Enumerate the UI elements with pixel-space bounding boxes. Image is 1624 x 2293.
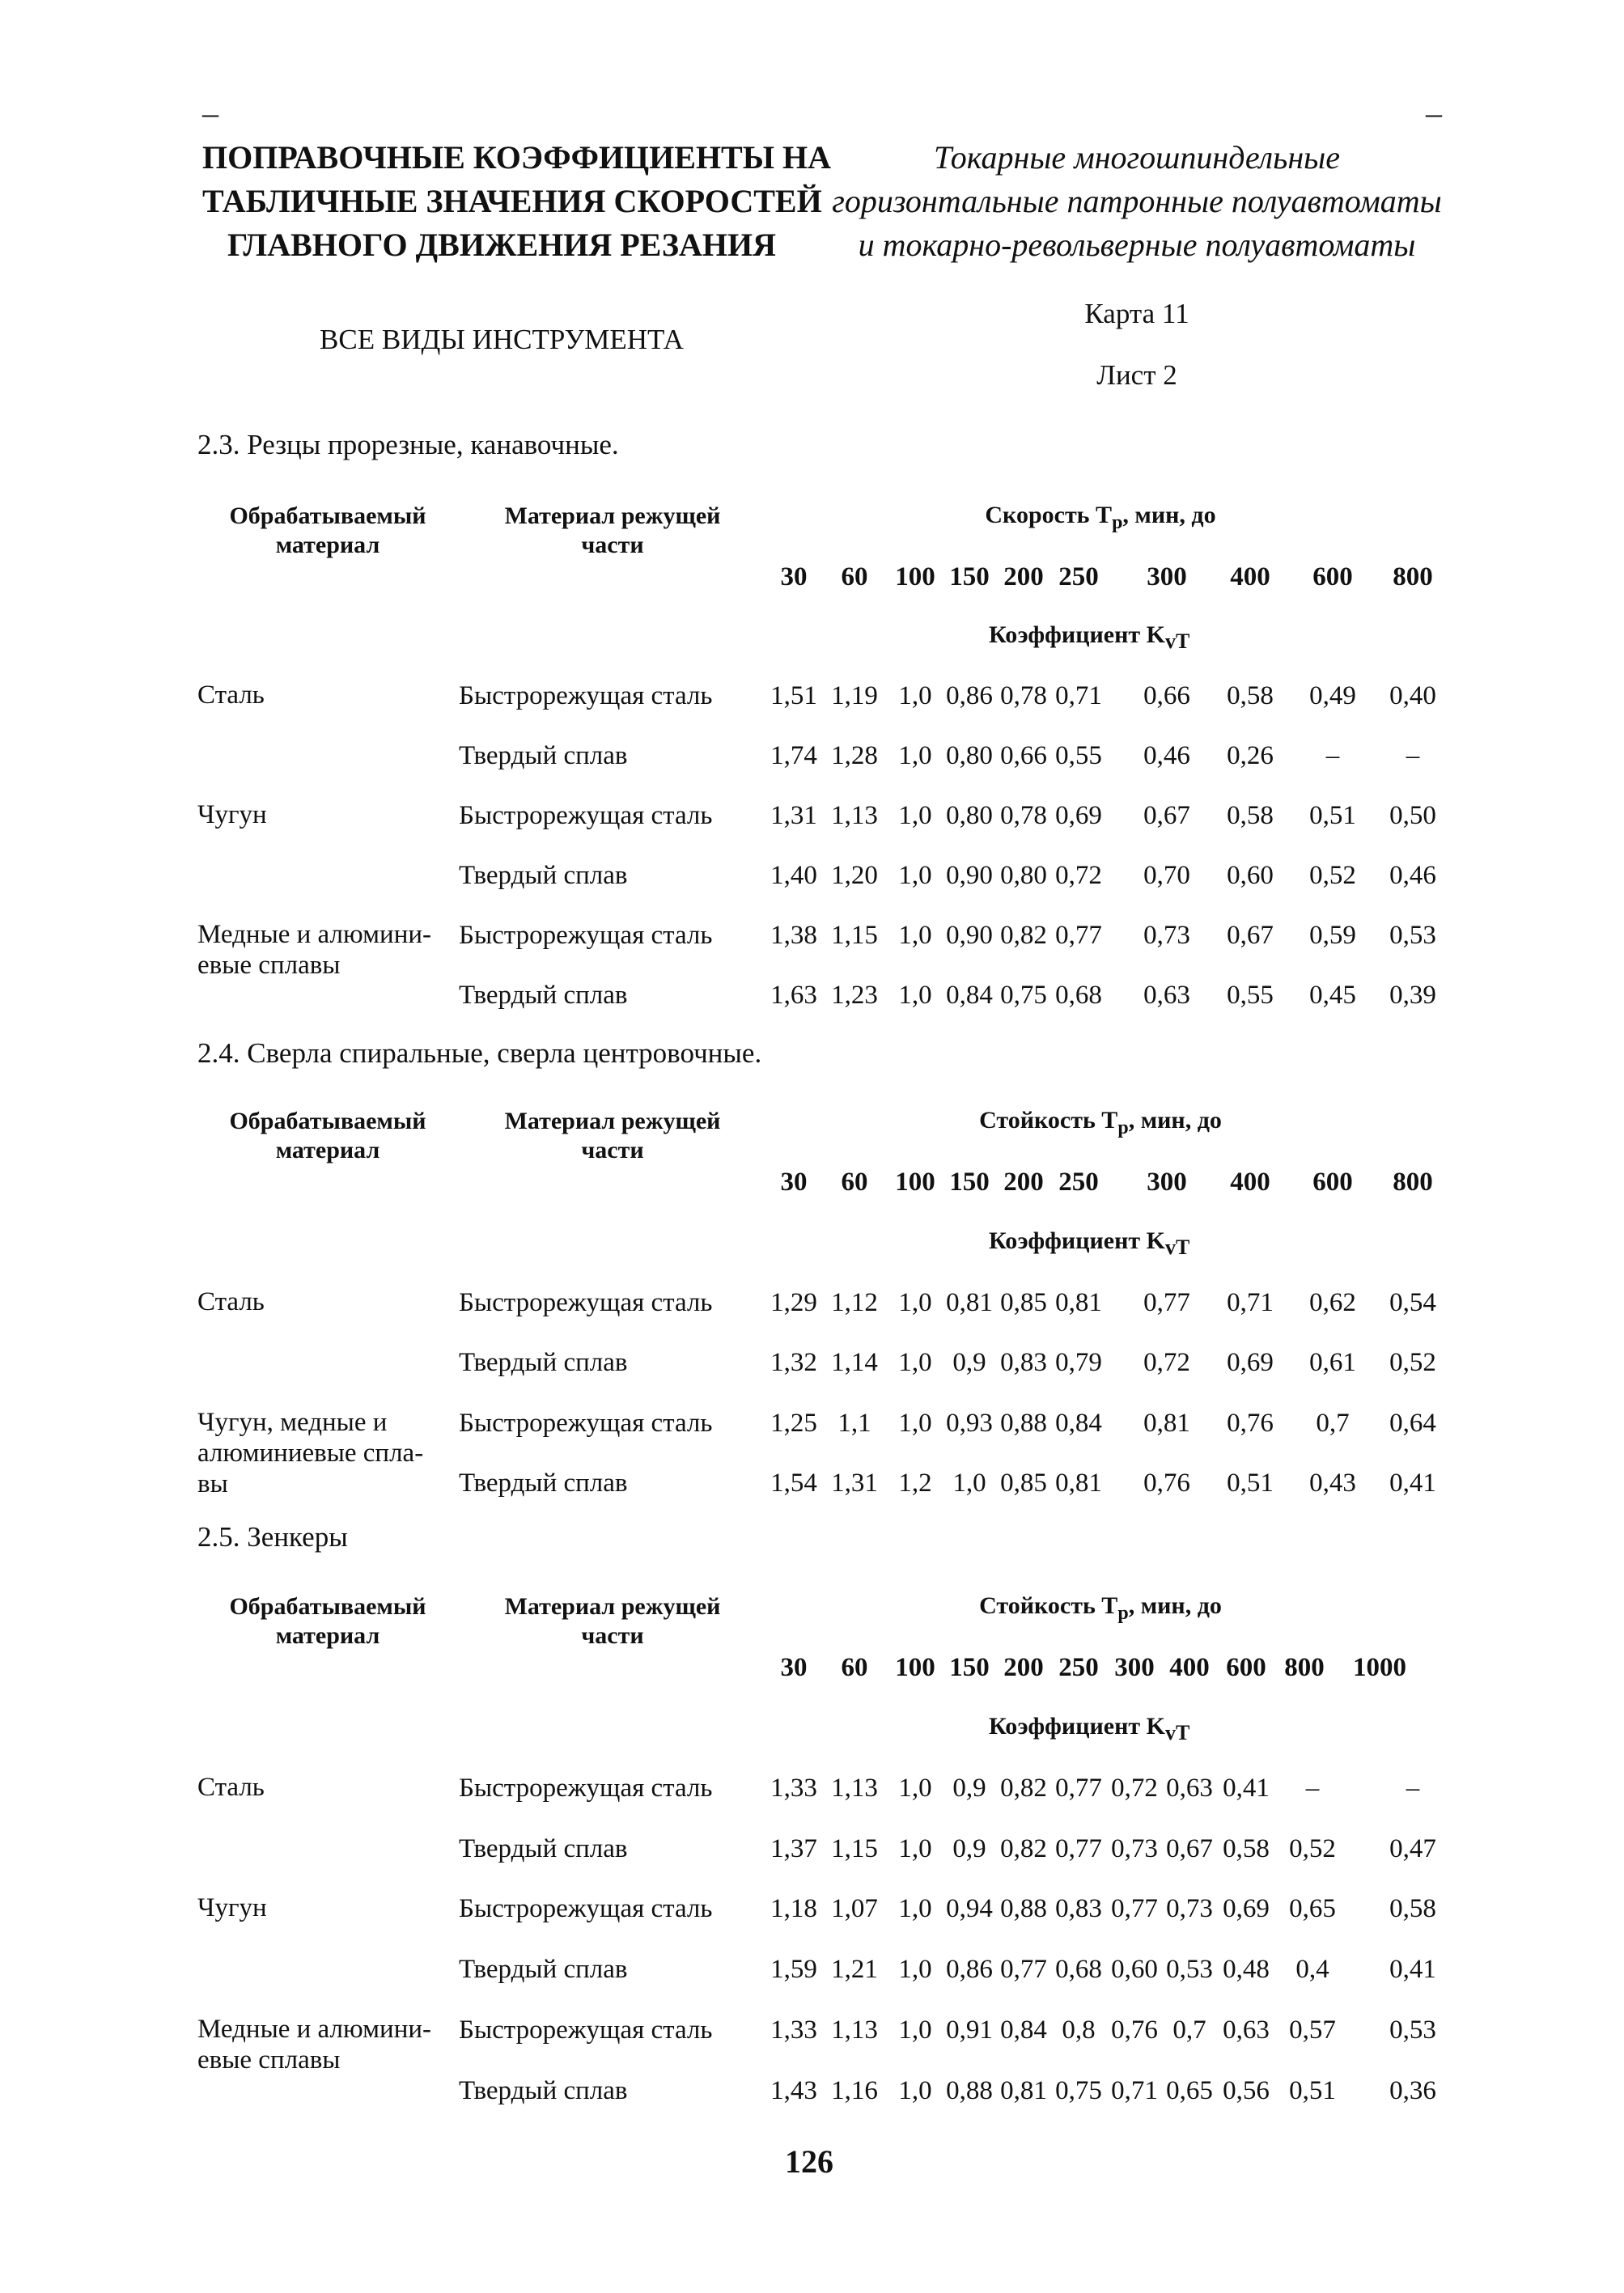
table-cell: 0,52 — [1289, 1834, 1336, 1863]
column-header-material — [190, 1107, 465, 1165]
table-cell: 0,58 — [1227, 681, 1274, 710]
table-cell: 0,61 — [1309, 1348, 1356, 1377]
table-cell: 0,73 — [1166, 1894, 1213, 1923]
row-material-line: Сталь — [197, 1773, 265, 1802]
period-header: 150 — [949, 1168, 990, 1197]
table-cell: 0,88 — [946, 2076, 993, 2105]
column-header-line: материал — [275, 532, 380, 558]
column-header-material — [190, 1592, 465, 1651]
table-cell: 1,0 — [898, 2015, 932, 2045]
table-cell: 0,81 — [1000, 2076, 1047, 2105]
table-cell: 0,77 — [1055, 1834, 1102, 1863]
column-header-parameter — [769, 1592, 1432, 1625]
row-material — [197, 919, 431, 981]
parameter-unit: , мин, до — [1122, 502, 1216, 528]
period-header: 600 — [1312, 1168, 1353, 1197]
table-cell: 0,80 — [1000, 861, 1047, 890]
table-cell: 1,20 — [831, 861, 878, 890]
period-header: 60 — [841, 562, 868, 591]
period-header: 300 — [1147, 562, 1187, 591]
right-title-line: Токарные многошпиндельные — [933, 139, 1341, 176]
table-cell: 0,68 — [1055, 981, 1102, 1010]
table-cell: 0,54 — [1389, 1288, 1436, 1317]
table-cell: 1,12 — [831, 1288, 878, 1317]
row-tool-material: Быстрорежущая сталь — [459, 2015, 713, 2045]
table-cell: 0,94 — [946, 1894, 993, 1923]
column-header-line: части — [581, 1137, 644, 1163]
table-cell: 1,0 — [898, 1409, 932, 1438]
period-header: 30 — [780, 562, 808, 591]
row-material-line: вы — [197, 1469, 228, 1498]
table-cell: 0,49 — [1309, 681, 1356, 710]
table-cell: – — [1406, 1774, 1420, 1803]
period-header: 800 — [1284, 1653, 1325, 1682]
table-cell: 0,58 — [1227, 801, 1274, 830]
table-cell: – — [1325, 741, 1340, 770]
table-cell: 0,66 — [1143, 681, 1190, 710]
table-cell: – — [1406, 741, 1420, 770]
column-header-line: материал — [275, 1622, 380, 1649]
parameter-name: Скорость T — [985, 502, 1113, 528]
period-header: 800 — [1393, 562, 1433, 591]
table-cell: 0,91 — [946, 2015, 993, 2045]
table-cell: 0,47 — [1389, 1834, 1436, 1863]
period-header: 60 — [841, 1168, 868, 1197]
coefficient-subscript: vT — [1164, 1236, 1190, 1259]
row-material — [197, 2014, 431, 2075]
table-cell: 1,07 — [831, 1894, 878, 1923]
period-header: 100 — [895, 1168, 935, 1197]
period-header: 30 — [780, 1168, 808, 1197]
table-cell: 0,79 — [1055, 1348, 1102, 1377]
row-tool-material: Твердый сплав — [459, 741, 628, 770]
sheet-number: Лист 2 — [1096, 359, 1177, 391]
period-header: 150 — [949, 1653, 990, 1682]
table-cell: 0,63 — [1223, 2015, 1270, 2045]
table-cell: 1,40 — [770, 861, 817, 890]
table-cell: 1,15 — [831, 1834, 878, 1863]
row-material-line: Сталь — [197, 680, 265, 710]
period-header: 250 — [1058, 1168, 1099, 1197]
table-cell: 1,54 — [770, 1469, 817, 1498]
header-dash-left: – — [202, 95, 218, 131]
table-cell: 0,77 — [1000, 1955, 1047, 1984]
period-header: 300 — [1114, 1653, 1155, 1682]
table-cell: 1,0 — [898, 2076, 932, 2105]
row-tool-material: Твердый сплав — [459, 2076, 628, 2105]
table-cell: 1,59 — [770, 1955, 817, 1984]
table-cell: 1,0 — [952, 1469, 986, 1498]
table-cell: 0,77 — [1111, 1894, 1158, 1923]
table-cell: 0,45 — [1309, 981, 1356, 1010]
table-cell: 0,72 — [1111, 1774, 1158, 1803]
table-cell: 1,63 — [770, 981, 817, 1010]
table-cell: 0,71 — [1055, 681, 1102, 710]
left-title-line: ГЛАВНОГО ДВИЖЕНИЯ РЕЗАНИЯ — [227, 227, 776, 263]
table-cell: 0,90 — [946, 861, 993, 890]
table-cell: 1,29 — [770, 1288, 817, 1317]
table-cell: 0,80 — [946, 801, 993, 830]
table-cell: 0,9 — [952, 1834, 986, 1863]
right-title — [817, 136, 1457, 267]
section-title: 2.4. Сверла спиральные, сверла центровочные. — [197, 1037, 762, 1069]
table-cell: 0,55 — [1055, 741, 1102, 770]
table-cell: 0,41 — [1389, 1469, 1436, 1498]
coefficient-name: Коэффициент K — [989, 621, 1165, 648]
table-cell: 1,37 — [770, 1834, 817, 1863]
row-tool-material: Твердый сплав — [459, 1955, 628, 1984]
row-material — [197, 1286, 265, 1317]
table-cell: 0,68 — [1055, 1955, 1102, 1984]
section-title: 2.5. Зенкеры — [197, 1521, 348, 1553]
table-cell: 0,67 — [1227, 921, 1274, 950]
table-cell: 0,71 — [1227, 1288, 1274, 1317]
row-material-line: Медные и алюмини- — [197, 920, 432, 949]
table-cell: 0,62 — [1309, 1288, 1356, 1317]
column-header-line: части — [581, 1622, 644, 1649]
table-cell: 0,78 — [1000, 801, 1047, 830]
row-tool-material: Твердый сплав — [459, 1469, 628, 1498]
table-cell: 1,0 — [898, 1348, 932, 1377]
table-cell: 1,14 — [831, 1348, 878, 1377]
table-cell: 0,53 — [1389, 2015, 1436, 2045]
row-material-line: евые сплавы — [197, 951, 341, 980]
table-cell: 1,28 — [831, 741, 878, 770]
table-cell: 0,88 — [1000, 1894, 1047, 1923]
period-header: 100 — [895, 1653, 935, 1682]
table-cell: 0,67 — [1143, 801, 1190, 830]
row-tool-material: Быстрорежущая сталь — [459, 1409, 713, 1438]
table-cell: 1,32 — [770, 1348, 817, 1377]
column-header-line: части — [581, 532, 644, 558]
row-material — [197, 1407, 423, 1499]
table-cell: 0,82 — [1000, 921, 1047, 950]
table-cell: 0,26 — [1227, 741, 1274, 770]
table-cell: 0,80 — [946, 741, 993, 770]
period-header: 400 — [1169, 1653, 1210, 1682]
table-cell: 1,43 — [770, 2076, 817, 2105]
table-cell: 1,13 — [831, 801, 878, 830]
column-header-tool — [475, 1107, 750, 1165]
table-cell: 0,65 — [1166, 2076, 1213, 2105]
table-cell: 0,70 — [1143, 861, 1190, 890]
table-cell: 0,52 — [1309, 861, 1356, 890]
column-header-line: Материал режущей — [504, 1593, 721, 1620]
table-cell: 1,0 — [898, 861, 932, 890]
card-number: Карта 11 — [1084, 298, 1189, 329]
table-cell: 0,41 — [1223, 1774, 1270, 1803]
table-cell: 0,81 — [1055, 1469, 1102, 1498]
table-cell: 0,63 — [1166, 1774, 1213, 1803]
header-dash-right: – — [1426, 95, 1442, 131]
section-title: 2.3. Резцы прорезные, канавочные. — [197, 429, 619, 460]
period-header: 250 — [1058, 1653, 1099, 1682]
period-header: 150 — [949, 562, 990, 591]
table-cell: 1,0 — [898, 1894, 932, 1923]
row-material-line: Чугун — [197, 800, 267, 829]
table-cell: 1,51 — [770, 681, 817, 710]
table-cell: 0,82 — [1000, 1774, 1047, 1803]
table-cell: 1,31 — [770, 801, 817, 830]
table-cell: 1,33 — [770, 2015, 817, 2045]
table-cell: 0,81 — [1143, 1409, 1190, 1438]
table-cell: 1,18 — [770, 1894, 817, 1923]
table-cell: 0,43 — [1309, 1469, 1356, 1498]
table-cell: 1,0 — [898, 981, 932, 1010]
table-cell: 0,73 — [1111, 1834, 1158, 1863]
table-cell: 1,15 — [831, 921, 878, 950]
table-cell: 0,51 — [1309, 801, 1356, 830]
table-cell: 0,71 — [1111, 2076, 1158, 2105]
table-cell: 0,48 — [1223, 1955, 1270, 1984]
table-cell: 1,33 — [770, 1774, 817, 1803]
parameter-subscript: р — [1112, 512, 1123, 533]
table-cell: 0,69 — [1223, 1894, 1270, 1923]
table-cell: 0,69 — [1055, 801, 1102, 830]
row-material — [197, 680, 265, 710]
table-cell: 1,16 — [831, 2076, 878, 2105]
column-header-material — [190, 502, 465, 560]
table-cell: 0,83 — [1055, 1894, 1102, 1923]
table-cell: 1,0 — [898, 741, 932, 770]
table-cell: 0,50 — [1389, 801, 1436, 830]
table-cell: 0,78 — [1000, 681, 1047, 710]
row-material — [197, 1772, 265, 1803]
table-cell: 1,13 — [831, 2015, 878, 2045]
table-cell: 0,77 — [1055, 921, 1102, 950]
table-cell: 0,57 — [1289, 2015, 1336, 2045]
left-title — [202, 136, 832, 267]
row-tool-material: Твердый сплав — [459, 1834, 628, 1863]
row-material-line: Сталь — [197, 1287, 265, 1316]
column-header-tool — [475, 502, 750, 560]
table-cell: 0,90 — [946, 921, 993, 950]
coefficient-subscript: vT — [1164, 629, 1190, 653]
row-material-line: Медные и алюмини- — [197, 2015, 432, 2044]
table-cell: 0,85 — [1000, 1469, 1047, 1498]
table-cell: 1,0 — [898, 921, 932, 950]
table-cell: 1,13 — [831, 1774, 878, 1803]
coefficient-header — [989, 621, 1189, 654]
table-cell: 0,66 — [1000, 741, 1047, 770]
row-tool-material: Твердый сплав — [459, 1348, 628, 1377]
table-cell: 0,7 — [1316, 1409, 1350, 1438]
table-cell: 0,36 — [1389, 2076, 1436, 2105]
table-cell: 1,1 — [837, 1409, 871, 1438]
row-material-line: алюминиевые спла- — [197, 1439, 424, 1468]
period-header: 60 — [841, 1653, 868, 1682]
table-cell: 0,55 — [1227, 981, 1274, 1010]
parameter-unit: , мин, до — [1128, 1592, 1222, 1619]
column-header-tool — [475, 1592, 750, 1651]
period-header: 1000 — [1353, 1653, 1406, 1682]
period-header: 800 — [1393, 1168, 1433, 1197]
period-header: 400 — [1230, 562, 1270, 591]
row-material — [197, 799, 267, 830]
table-cell: 0,76 — [1227, 1409, 1274, 1438]
column-header-line: Обрабатываемый — [229, 502, 426, 529]
table-cell: 1,21 — [831, 1955, 878, 1984]
table-cell: 0,60 — [1227, 861, 1274, 890]
table-cell: 0,84 — [1000, 2015, 1047, 2045]
table-cell: 0,63 — [1143, 981, 1190, 1010]
row-tool-material: Быстрорежущая сталь — [459, 801, 713, 830]
table-cell: 1,25 — [770, 1409, 817, 1438]
column-header-line: Обрабатываемый — [229, 1593, 426, 1620]
period-header: 600 — [1312, 562, 1353, 591]
column-header-line: материал — [275, 1137, 380, 1163]
table-cell: 1,0 — [898, 801, 932, 830]
table-cell: 0,73 — [1143, 921, 1190, 950]
table-cell: 0,40 — [1389, 681, 1436, 710]
coefficient-name: Коэффициент K — [989, 1227, 1165, 1254]
table-cell: 0,64 — [1389, 1409, 1436, 1438]
table-cell: 0,52 — [1389, 1348, 1436, 1377]
period-header: 600 — [1226, 1653, 1266, 1682]
coefficient-header — [989, 1227, 1189, 1260]
table-cell: 0,72 — [1055, 861, 1102, 890]
table-cell: 1,0 — [898, 1834, 932, 1863]
table-cell: 1,31 — [831, 1469, 878, 1498]
period-header: 250 — [1058, 562, 1099, 591]
table-cell: 0,86 — [946, 681, 993, 710]
table-cell: 0,81 — [1055, 1288, 1102, 1317]
table-cell: 0,41 — [1389, 1955, 1436, 1984]
table-cell: 0,84 — [1055, 1409, 1102, 1438]
table-cell: 0,58 — [1223, 1834, 1270, 1863]
table-cell: 1,0 — [898, 1955, 932, 1984]
table-cell: 0,51 — [1227, 1469, 1274, 1498]
column-header-line: Материал режущей — [504, 502, 721, 529]
table-cell: 0,84 — [946, 981, 993, 1010]
parameter-name: Стойкость T — [979, 1107, 1118, 1134]
table-cell: 0,75 — [1055, 2076, 1102, 2105]
row-tool-material: Твердый сплав — [459, 981, 628, 1010]
table-cell: 0,77 — [1055, 1774, 1102, 1803]
table-cell: 0,51 — [1289, 2076, 1336, 2105]
table-cell: 1,19 — [831, 681, 878, 710]
row-tool-material: Быстрорежущая сталь — [459, 1894, 713, 1923]
period-header: 100 — [895, 562, 935, 591]
parameter-unit: , мин, до — [1128, 1107, 1222, 1134]
table-cell: 0,53 — [1389, 921, 1436, 950]
table-cell: 0,60 — [1111, 1955, 1158, 1984]
table-cell: 1,23 — [831, 981, 878, 1010]
table-cell: 0,93 — [946, 1409, 993, 1438]
table-cell: 1,74 — [770, 741, 817, 770]
table-cell: 0,56 — [1223, 2076, 1270, 2105]
table-cell: 0,77 — [1143, 1288, 1190, 1317]
left-title-line: ТАБЛИЧНЫЕ ЗНАЧЕНИЯ СКОРОСТЕЙ — [202, 183, 822, 219]
row-material-line: Чугун, медные и — [197, 1408, 388, 1437]
parameter-subscript: р — [1117, 1603, 1129, 1624]
row-material-line: евые сплавы — [197, 2045, 341, 2075]
table-cell: 1,38 — [770, 921, 817, 950]
table-cell: 0,9 — [952, 1348, 986, 1377]
column-header-parameter — [769, 1107, 1432, 1139]
parameter-name: Стойкость T — [979, 1592, 1118, 1619]
table-cell: 0,72 — [1143, 1348, 1190, 1377]
parameter-subscript: р — [1117, 1117, 1129, 1138]
coefficient-name: Коэффициент K — [989, 1713, 1165, 1740]
table-cell: 0,39 — [1389, 981, 1436, 1010]
coefficient-subscript: vT — [1164, 1721, 1190, 1744]
table-cell: 0,81 — [946, 1288, 993, 1317]
row-material-line: Чугун — [197, 1893, 267, 1922]
left-subtitle: ВСЕ ВИДЫ ИНСТРУМЕНТА — [320, 324, 684, 355]
table-cell: 1,0 — [898, 681, 932, 710]
table-cell: 0,9 — [952, 1774, 986, 1803]
table-cell: 0,88 — [1000, 1409, 1047, 1438]
table-cell: 0,7 — [1172, 2015, 1206, 2045]
table-cell: 1,0 — [898, 1774, 932, 1803]
period-header: 200 — [1003, 1168, 1044, 1197]
table-cell: 0,53 — [1166, 1955, 1213, 1984]
table-cell: 0,86 — [946, 1955, 993, 1984]
table-cell: 0,4 — [1295, 1955, 1329, 1984]
period-header: 200 — [1003, 1653, 1044, 1682]
page-number: 126 — [785, 2143, 833, 2180]
row-tool-material: Быстрорежущая сталь — [459, 1288, 713, 1317]
table-cell: 0,58 — [1389, 1894, 1436, 1923]
column-header-line: Обрабатываемый — [229, 1108, 426, 1134]
period-header: 30 — [780, 1653, 808, 1682]
left-title-line: ПОПРАВОЧНЫЕ КОЭФФИЦИЕНТЫ НА — [202, 139, 832, 176]
table-cell: 0,69 — [1227, 1348, 1274, 1377]
table-cell: 0,46 — [1389, 861, 1436, 890]
column-header-parameter — [769, 502, 1432, 534]
table-cell: – — [1305, 1774, 1320, 1803]
table-cell: 0,67 — [1166, 1834, 1213, 1863]
row-tool-material: Быстрорежущая сталь — [459, 921, 713, 950]
right-title-line: горизонтальные патронные полуавтоматы — [832, 183, 1442, 219]
row-material — [197, 1892, 267, 1923]
column-header-line: Материал режущей — [504, 1108, 721, 1134]
table-cell: 0,83 — [1000, 1348, 1047, 1377]
row-tool-material: Быстрорежущая сталь — [459, 681, 713, 710]
table-cell: 0,85 — [1000, 1288, 1047, 1317]
period-header: 300 — [1147, 1168, 1187, 1197]
table-cell: 0,82 — [1000, 1834, 1047, 1863]
table-cell: 0,46 — [1143, 741, 1190, 770]
table-cell: 0,59 — [1309, 921, 1356, 950]
table-cell: 0,76 — [1143, 1469, 1190, 1498]
right-title-line: и токарно-револьверные полуавтоматы — [858, 227, 1416, 263]
row-tool-material: Твердый сплав — [459, 861, 628, 890]
table-cell: 1,0 — [898, 1288, 932, 1317]
table-cell: 0,8 — [1062, 2015, 1096, 2045]
period-header: 400 — [1230, 1168, 1270, 1197]
table-cell: 1,2 — [898, 1469, 932, 1498]
table-cell: 0,76 — [1111, 2015, 1158, 2045]
table-cell: 0,65 — [1289, 1894, 1336, 1923]
period-header: 200 — [1003, 562, 1044, 591]
row-tool-material: Быстрорежущая сталь — [459, 1774, 713, 1803]
coefficient-header — [989, 1713, 1189, 1745]
table-cell: 0,75 — [1000, 981, 1047, 1010]
